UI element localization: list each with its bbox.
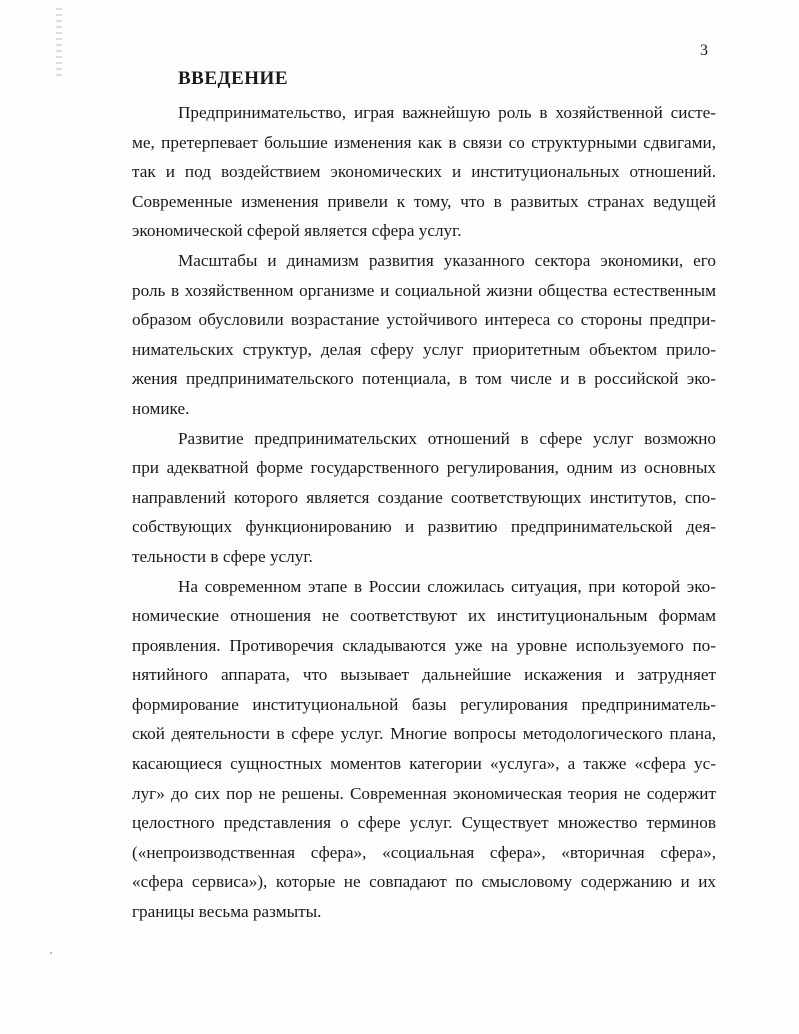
- paragraph: [132, 98, 716, 246]
- text-line: «сфера сервиса»), которые не совпадают по смысловому содержанию и их: [132, 872, 716, 892]
- text-line: целостного представления о сфере услуг. Существует множество терминов: [132, 813, 716, 833]
- text-line: номике.: [132, 398, 190, 418]
- text-line: так и под воздействием экономических и институциональных отношений.: [132, 162, 716, 182]
- body-text: [132, 98, 716, 927]
- text-line: тельности в сфере услуг.: [132, 546, 313, 566]
- text-line: образом обусловили возрастание устойчивого интереса со стороны предпри-: [132, 310, 716, 330]
- scan-artifact: [56, 8, 62, 80]
- text-line: На современном этапе в России сложилась ситуация, при которой эко-: [178, 576, 716, 596]
- text-line: собствующих функционированию и развитию предпринимательской дея-: [132, 517, 716, 537]
- text-line: Масштабы и динамизм развития указанного сектора экономики, его: [178, 250, 716, 270]
- page-title: ВВЕДЕНИЕ: [178, 68, 288, 89]
- text-line: луг» до сих пор не решены. Современная экономическая теория не содержит: [132, 783, 716, 803]
- text-line: («непроизводственная сфера», «социальная сфера», «вторичная сфера»,: [132, 842, 716, 862]
- text-line: Современные изменения привели к тому, что в развитых странах ведущей: [132, 191, 716, 211]
- text-line: нятийного аппарата, что вызывает дальнейшие искажения и затрудняет: [132, 665, 716, 685]
- paragraph: [132, 246, 716, 424]
- text-line: проявления. Противоречия складываются уже на уровне используемого по-: [132, 635, 716, 655]
- text-line: жения предпринимательского потенциала, в том числе и в российской эко-: [132, 369, 716, 389]
- text-line: формирование институциональной базы регулирования предприниматель-: [132, 694, 716, 714]
- text-line: касающиеся сущностных моментов категории «услуга», а также «сфера ус-: [132, 754, 716, 774]
- page-number: 3: [700, 42, 708, 59]
- text-line: ской деятельности в сфере услуг. Многие вопросы методологического плана,: [132, 724, 716, 744]
- text-line: границы весьма размыты.: [132, 902, 322, 922]
- text-line: нимательских структур, делая сферу услуг приоритетным объектом прило-: [132, 339, 716, 359]
- text-line: роль в хозяйственном организме и социальной жизни общества естественным: [132, 280, 716, 300]
- text-line: ме, претерпевает большие изменения как в связи со структурными сдвигами,: [132, 132, 716, 152]
- text-line: при адекватной форме государственного регулирования, одним из основных: [132, 458, 716, 478]
- text-line: направлений которого является создание соответствующих институтов, спо-: [132, 487, 716, 507]
- text-line: Предпринимательство, играя важнейшую роль в хозяйственной систе-: [178, 103, 716, 122]
- text-line: Развитие предпринимательских отношений в сфере услуг возможно: [178, 428, 716, 448]
- text-line: экономической сферой является сфера услуг.: [132, 221, 462, 241]
- text-line: номические отношения не соответствуют их институциональным формам: [132, 606, 716, 626]
- scan-artifact-dot: [50, 952, 52, 954]
- paragraph: [132, 424, 716, 572]
- paragraph: [132, 572, 716, 927]
